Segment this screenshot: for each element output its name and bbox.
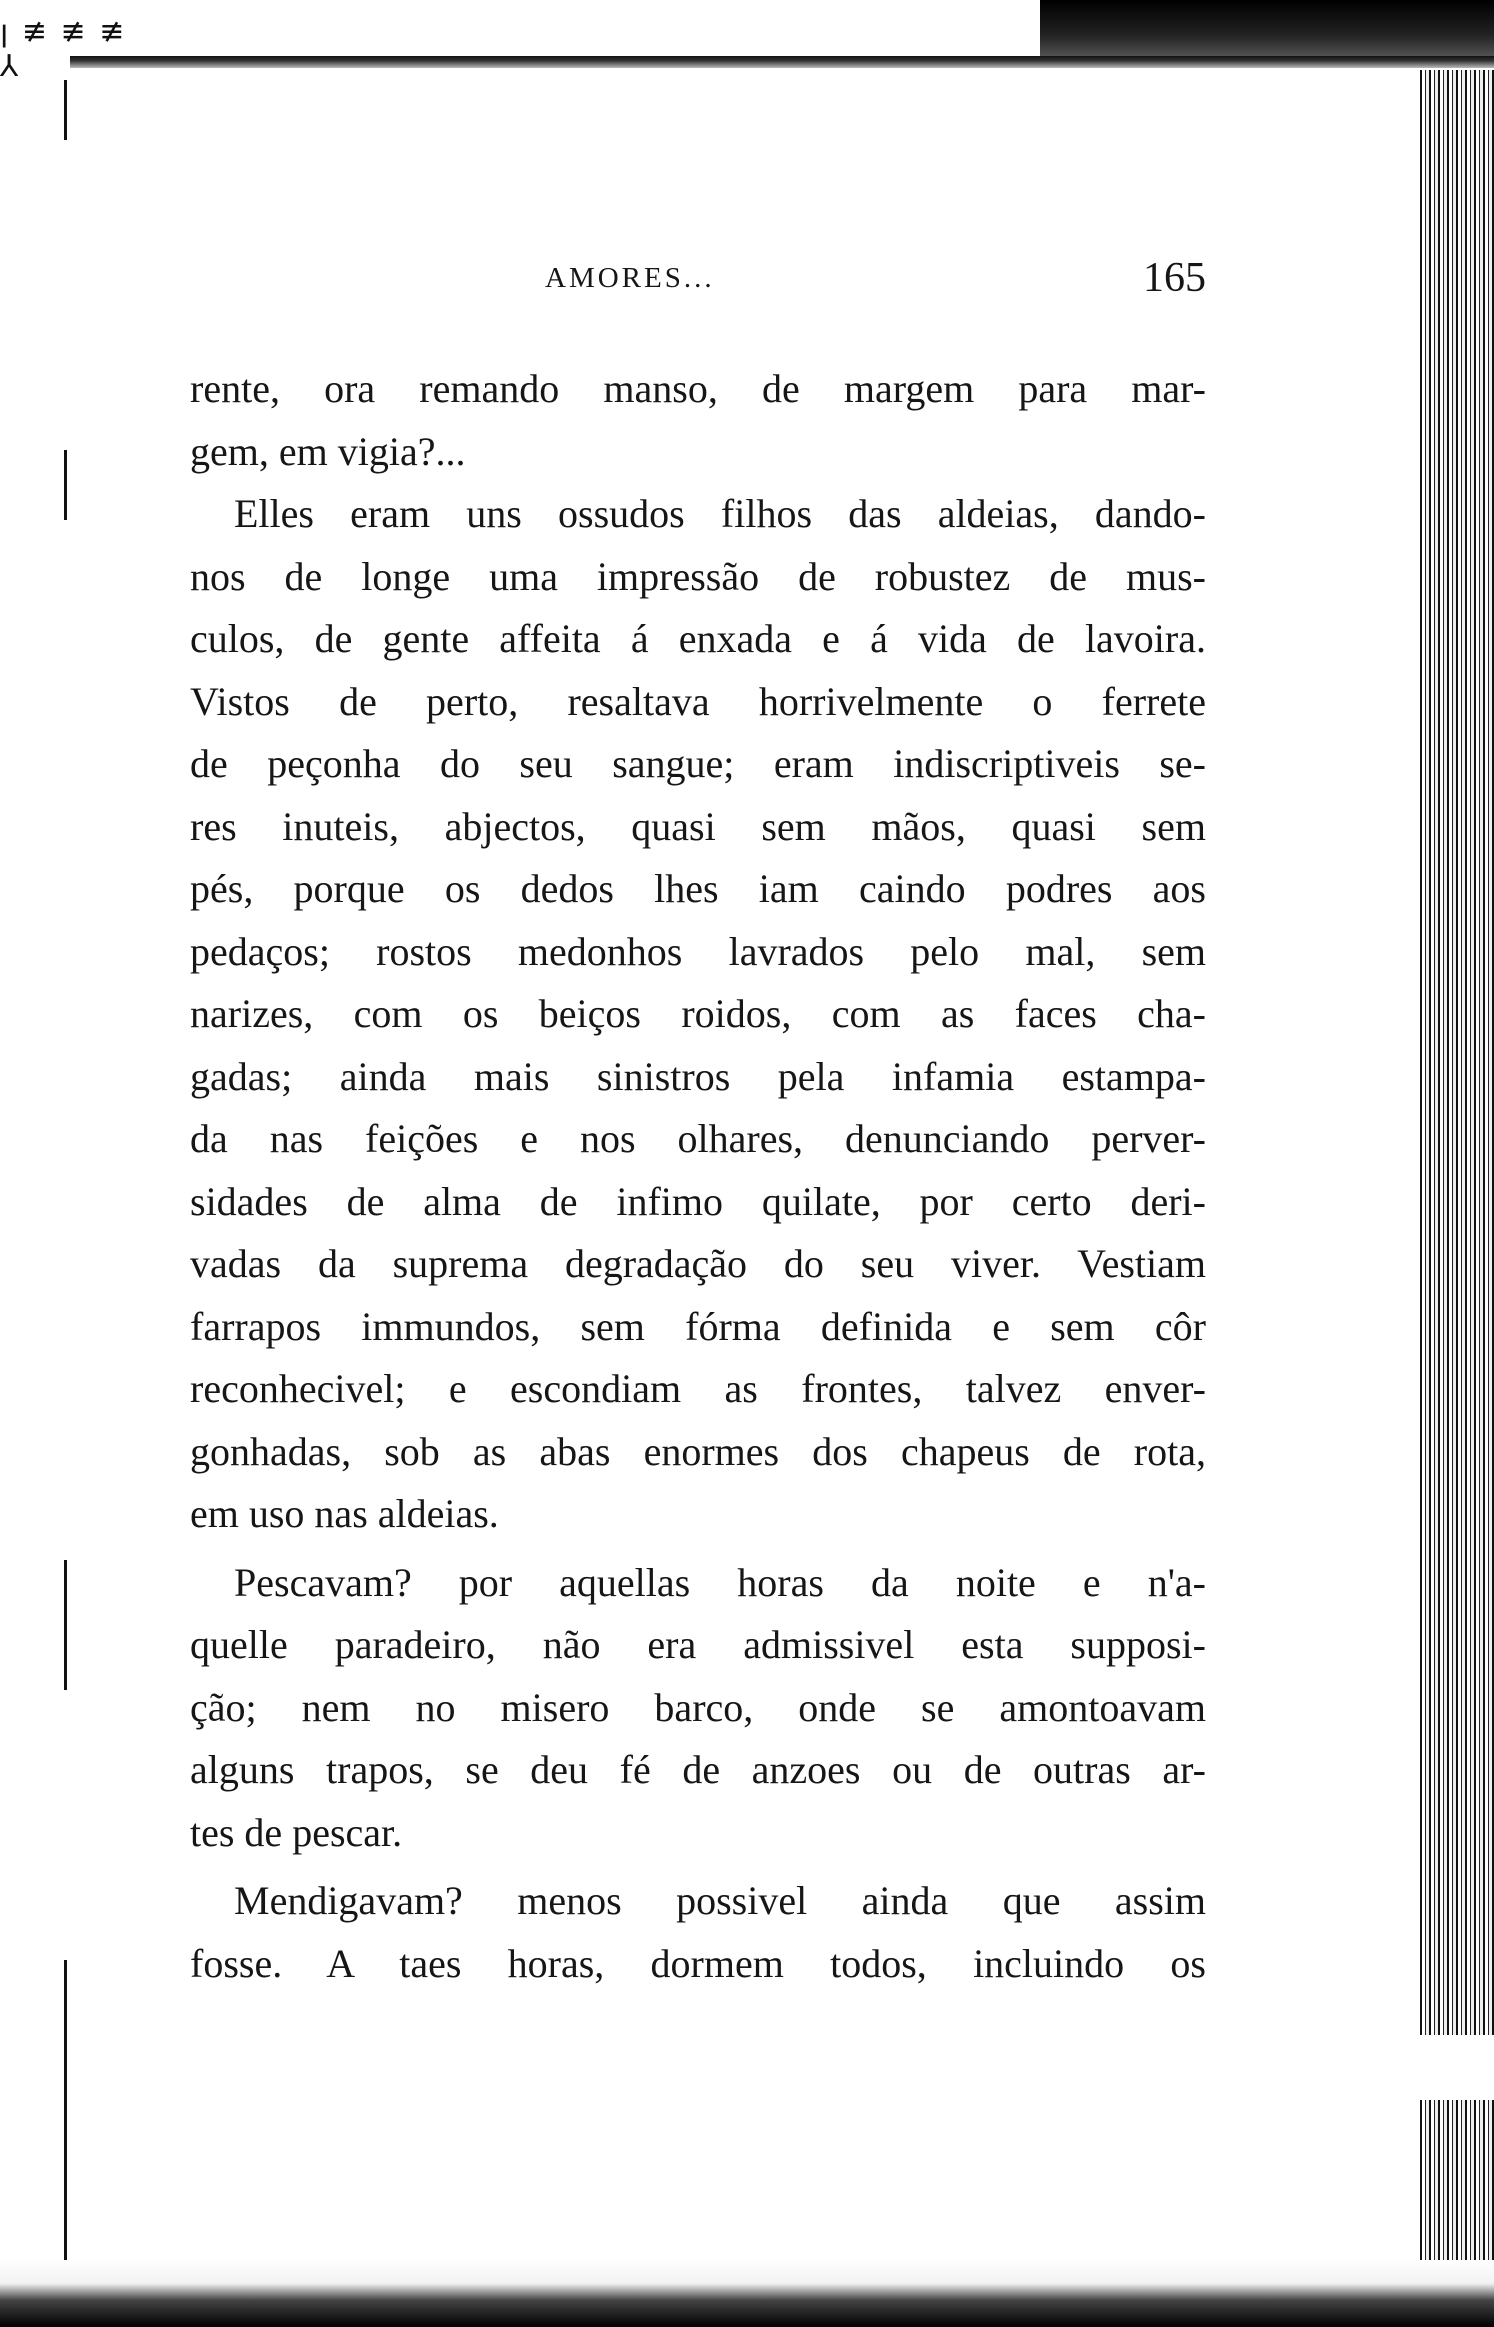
text-line: narizes, com os beiços roidos, com as faces cha- — [190, 991, 1206, 1036]
text-line: gonhadas, sob as abas enormes dos chapeus de rota, — [190, 1428, 1206, 1474]
text-line: ção; nem no misero barco, onde se amontoavam — [190, 1684, 1206, 1730]
text-line: Vistos de perto, resaltava horrivelmente o ferrete — [190, 678, 1206, 724]
text-line: tes de pescar. — [190, 1809, 403, 1855]
text-line: nos de longe uma impressão de robustez de mus- — [190, 553, 1206, 599]
page-number: 165 — [1143, 255, 1206, 301]
page-header — [190, 254, 1206, 304]
text-line: pedaços; rostos medonhos lavrados pelo mal, sem — [190, 928, 1206, 974]
scan-left-edge-mark — [64, 1560, 67, 1690]
scan-top-left-marks: ꞁ ≢ ≢ ≢ ⅄ — [0, 14, 127, 84]
text-line: Mendigavam? menos possivel ainda que assim — [234, 1878, 1206, 1923]
scan-top-edge — [70, 56, 1494, 68]
text-line: fosse. A taes horas, dormem todos, incluindo os — [190, 1940, 1206, 1986]
scan-left-edge-mark — [64, 1960, 67, 2260]
text-line: rente, ora remando manso, de margem para mar- — [190, 366, 1206, 411]
paragraph-2 — [190, 483, 1206, 1546]
text-line: quelle paradeiro, não era admissivel esta supposi- — [190, 1622, 1206, 1667]
text-line: vadas da suprema degradação do seu viver. Vestiam — [190, 1241, 1206, 1286]
text-line: da nas feições e nos olhares, denunciando perver- — [190, 1116, 1206, 1161]
scan-bottom-edge — [0, 2260, 1494, 2327]
scan-top-dark-strip — [1040, 0, 1494, 58]
text-line: sidades de alma de infimo quilate, por certo deri- — [190, 1178, 1206, 1224]
text-line: gem, em vigia?... — [190, 428, 466, 474]
text-line: em uso nas aldeias. — [190, 1491, 499, 1536]
text-line: gadas; ainda mais sinistros pela infamia estampa- — [190, 1053, 1206, 1099]
text-line: Elles eram uns ossudos filhos das aldeias, dando- — [234, 491, 1206, 536]
scan-left-edge-mark — [64, 80, 67, 140]
scan-right-book-edge — [1420, 70, 1494, 2327]
text-line: de peçonha do seu sangue; eram indiscriptiveis se- — [190, 741, 1206, 786]
text-line: alguns trapos, se deu fé de anzoes ou de outras ar- — [190, 1747, 1206, 1792]
scan-right-edge-gap — [1420, 2035, 1494, 2100]
paragraph-1 — [190, 358, 1206, 483]
running-title: AMORES... — [545, 262, 715, 294]
text-line: culos, de gente affeita á enxada e á vida de lavoira. — [190, 616, 1206, 661]
text-line: pés, porque os dedos lhes iam caindo podres aos — [190, 866, 1206, 911]
paragraph-4 — [190, 1870, 1206, 1995]
text-line: Pescavam? por aquellas horas da noite e n'a- — [234, 1559, 1206, 1605]
text-line: reconhecivel; e escondiam as frontes, talvez enver- — [190, 1366, 1206, 1411]
page-text — [190, 358, 1206, 1995]
text-line: res inuteis, abjectos, quasi sem mãos, quasi sem — [190, 803, 1206, 849]
text-line: farrapos immundos, sem fórma definida e sem côr — [190, 1303, 1206, 1349]
scan-left-edge-mark — [64, 450, 67, 520]
paragraph-3 — [190, 1552, 1206, 1865]
